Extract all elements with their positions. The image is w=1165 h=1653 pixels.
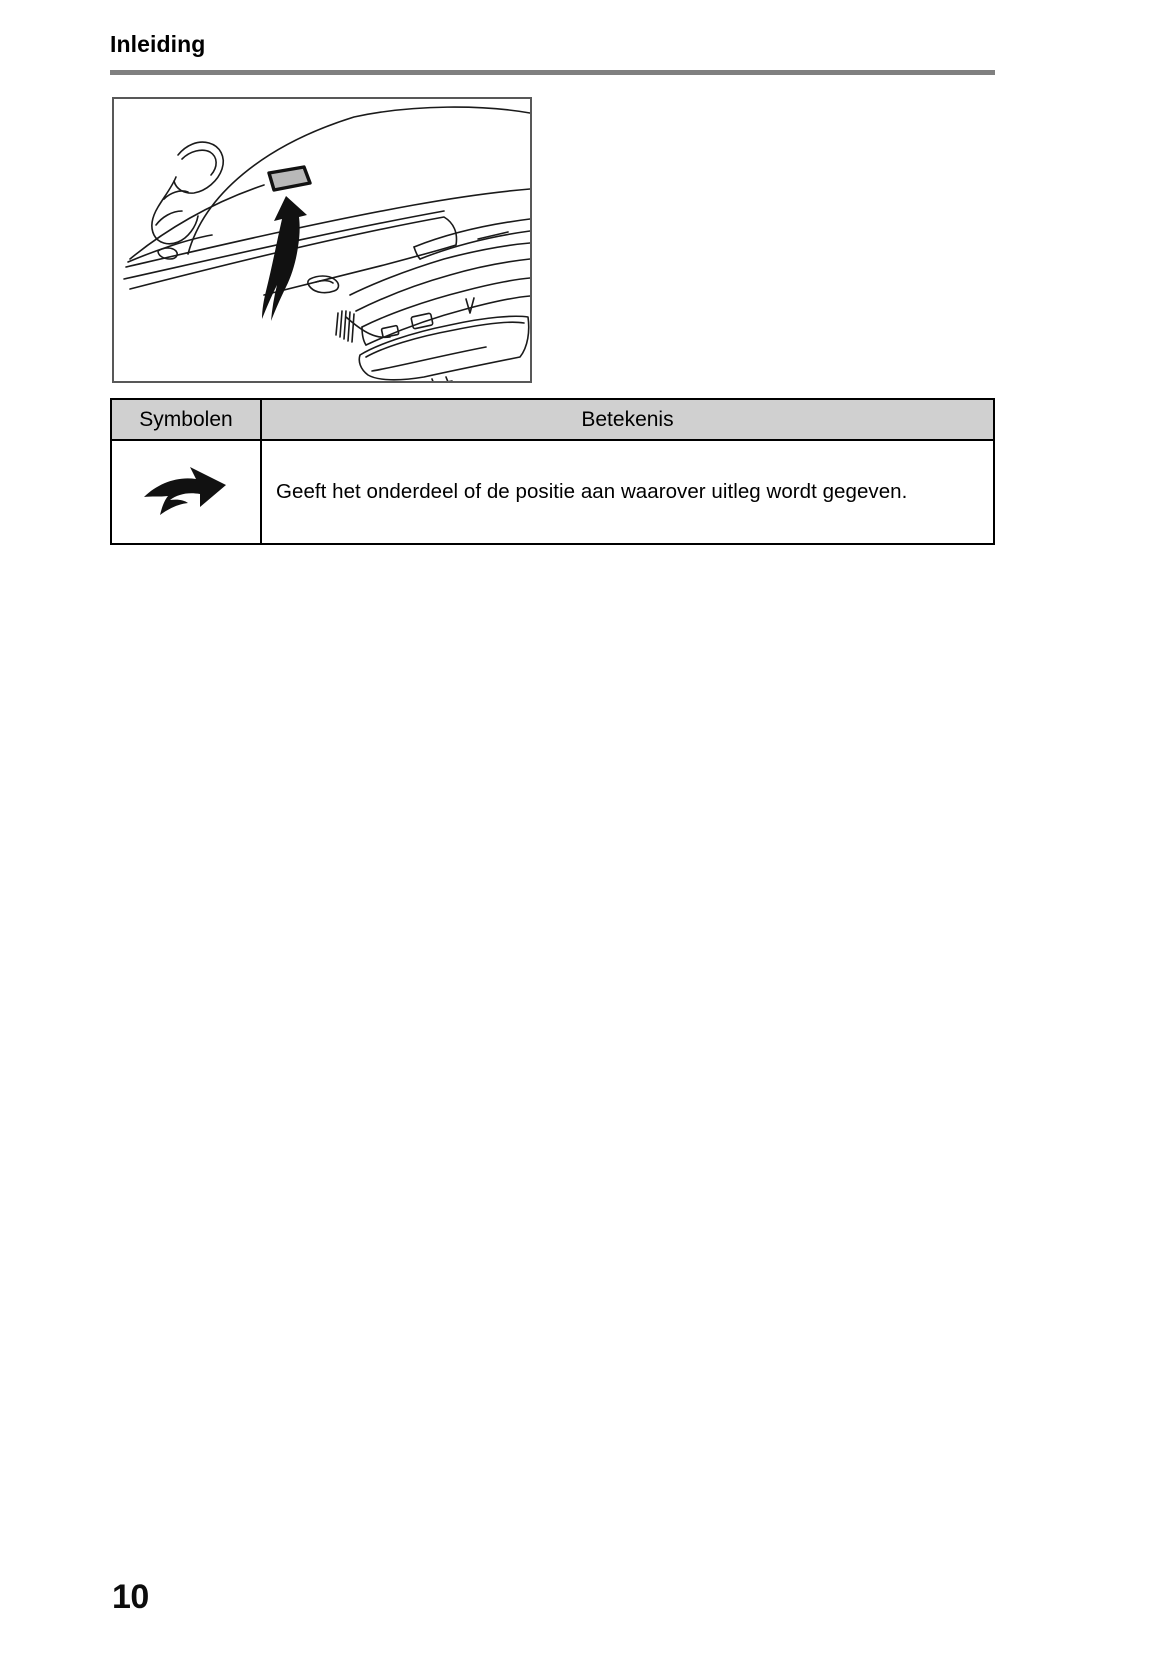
page-number: 10 xyxy=(112,1578,149,1616)
pointer-arrow-icon xyxy=(262,196,307,321)
page-title: Inleiding xyxy=(110,31,206,57)
header-divider xyxy=(110,70,995,75)
symbols-table xyxy=(110,398,995,545)
column-header-symbolen: Symbolen xyxy=(111,399,261,440)
meaning-cell: Geeft het onderdeel of de positie aan waarover uitleg wordt gegeven. xyxy=(261,440,994,544)
table-row xyxy=(111,440,994,544)
swoosh-arrow-icon xyxy=(138,463,234,517)
symbol-cell xyxy=(111,440,261,544)
vehicle-headliner-figure xyxy=(112,97,532,383)
table-header-row xyxy=(111,399,994,440)
column-header-betekenis: Betekenis xyxy=(261,399,994,440)
grey-label-plate-icon xyxy=(269,167,310,190)
table-body xyxy=(111,440,994,544)
table-header xyxy=(111,399,994,440)
headliner-line-art xyxy=(114,99,530,381)
